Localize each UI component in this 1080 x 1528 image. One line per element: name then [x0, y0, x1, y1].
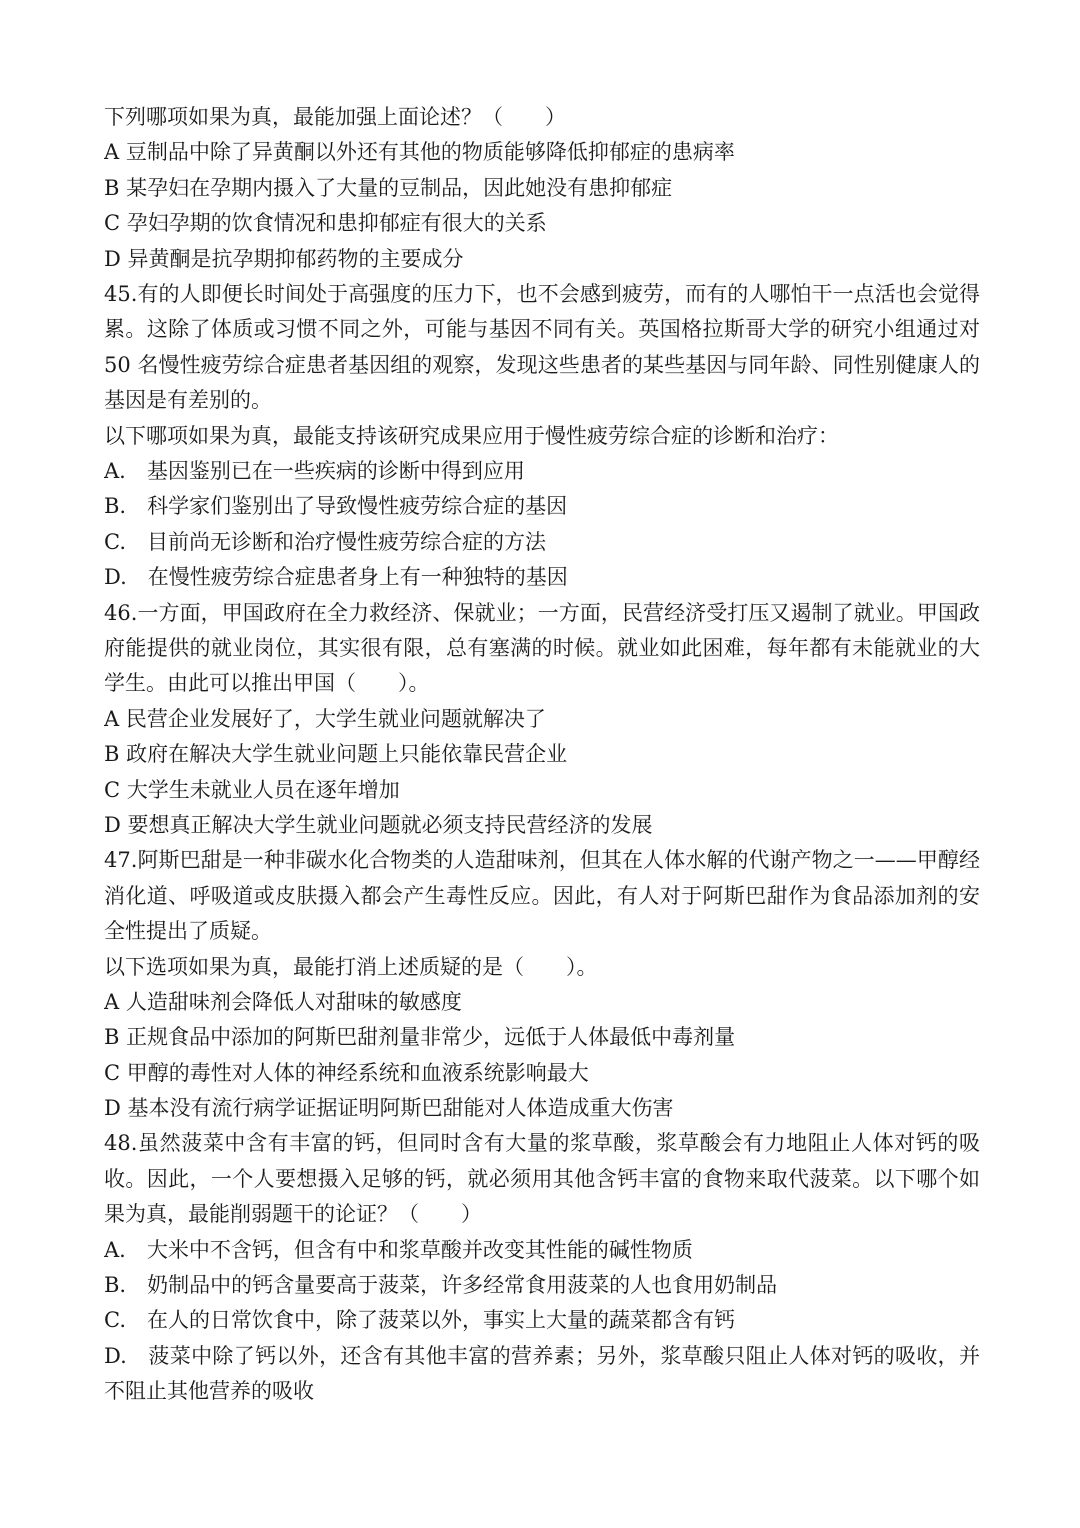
- q48-stem: 48.虽然菠菜中含有丰富的钙，但同时含有大量的浆草酸，浆草酸会有力地阻止人体对钙的吸收。因此，一个人要想摄入足够的钙，就必须用其他含钙丰富的食物来取代菠菜。以下哪个如果为真，最能削弱题干的论证？（ ）: [104, 1131, 980, 1227]
- q46-option-c: C 大学生未就业人员在逐年增加: [104, 777, 400, 802]
- q47-option-b: B 正规食品中添加的阿斯巴甜剂量非常少，远低于人体最低中毒剂量: [104, 1025, 736, 1050]
- q48-option-b: B. 奶制品中的钙含量要高于菠菜，许多经常食用菠菜的人也食用奶制品: [104, 1273, 778, 1298]
- document-page: [104, 100, 980, 1410]
- q46-option-b: B 政府在解决大学生就业问题上只能依靠民营企业: [104, 742, 568, 767]
- q48-option-a: A. 大米中不含钙，但含有中和浆草酸并改变其性能的碱性物质: [104, 1237, 693, 1262]
- q44-option-d: D 异黄酮是抗孕期抑郁药物的主要成分: [104, 246, 464, 271]
- q47-option-d: D 基本没有流行病学证据证明阿斯巴甜能对人体造成重大伤害: [104, 1096, 674, 1121]
- q46-option-d: D 要想真正解决大学生就业问题就必须支持民营经济的发展: [104, 812, 653, 837]
- q45-stem: 45.有的人即便长时间处于高强度的压力下，也不会感到疲劳，而有的人哪怕干一点活也会觉得累。这除了体质或习惯不同之外，可能与基因不同有关。英国格拉斯哥大学的研究小组通过对 50 名慢性疲劳综合症患者基因组的观察，发现这些患者的某些基因与同年龄、同性别健康人的基因是有差别的。: [104, 281, 980, 413]
- q44-option-c: C 孕妇孕期的饮食情况和患抑郁症有很大的关系: [104, 211, 547, 236]
- q45-option-a: A. 基因鉴别已在一些疾病的诊断中得到应用: [104, 458, 525, 483]
- q48-option-d: D. 菠菜中除了钙以外，还含有其他丰富的营养素；另外，浆草酸只阻止人体对钙的吸收，并不阻止其他营养的吸收: [104, 1343, 980, 1404]
- q45-option-c: C. 目前尚无诊断和治疗慢性疲劳综合症的方法: [104, 529, 546, 554]
- q44-question: 下列哪项如果为真，最能加强上面论述？（ ）: [104, 105, 566, 129]
- q47-option-c: C 甲醇的毒性对人体的神经系统和血液系统影响最大: [104, 1060, 589, 1085]
- q46-option-a: A 民营企业发展好了，大学生就业问题就解决了: [104, 706, 546, 731]
- q44-option-b: B 某孕妇在孕期内摄入了大量的豆制品，因此她没有患抑郁症: [104, 175, 673, 200]
- q47-option-a: A 人造甜味剂会降低人对甜味的敏感度: [104, 989, 462, 1014]
- q44-option-a: A 豆制品中除了异黄酮以外还有其他的物质能够降低抑郁症的患病率: [104, 140, 735, 165]
- q47-stem: 47.阿斯巴甜是一种非碳水化合物类的人造甜味剂，但其在人体水解的代谢产物之一——甲醇经消化道、呼吸道或皮肤摄入都会产生毒性反应。因此，有人对于阿斯巴甜作为食品添加剂的安全性提出了质疑。: [104, 848, 980, 944]
- q47-question: 以下选项如果为真，最能打消上述质疑的是（ ）。: [104, 954, 598, 979]
- q48-option-c: C. 在人的日常饮食中，除了菠菜以外，事实上大量的蔬菜都含有钙: [104, 1308, 735, 1333]
- q45-option-d: D. 在慢性疲劳综合症患者身上有一种独特的基因: [104, 565, 568, 590]
- q45-question: 以下哪项如果为真，最能支持该研究成果应用于慢性疲劳综合症的诊断和治疗：: [104, 423, 839, 448]
- q46-stem: 46.一方面，甲国政府在全力救经济、保就业；一方面，民营经济受打压又遏制了就业。甲国政府能提供的就业岗位，其实很有限，总有塞满的时候。就业如此困难，每年都有未能就业的大学生。由此可以推出甲国（ ）。: [104, 600, 980, 696]
- q45-option-b: B. 科学家们鉴别出了导致慢性疲劳综合症的基因: [104, 494, 568, 519]
